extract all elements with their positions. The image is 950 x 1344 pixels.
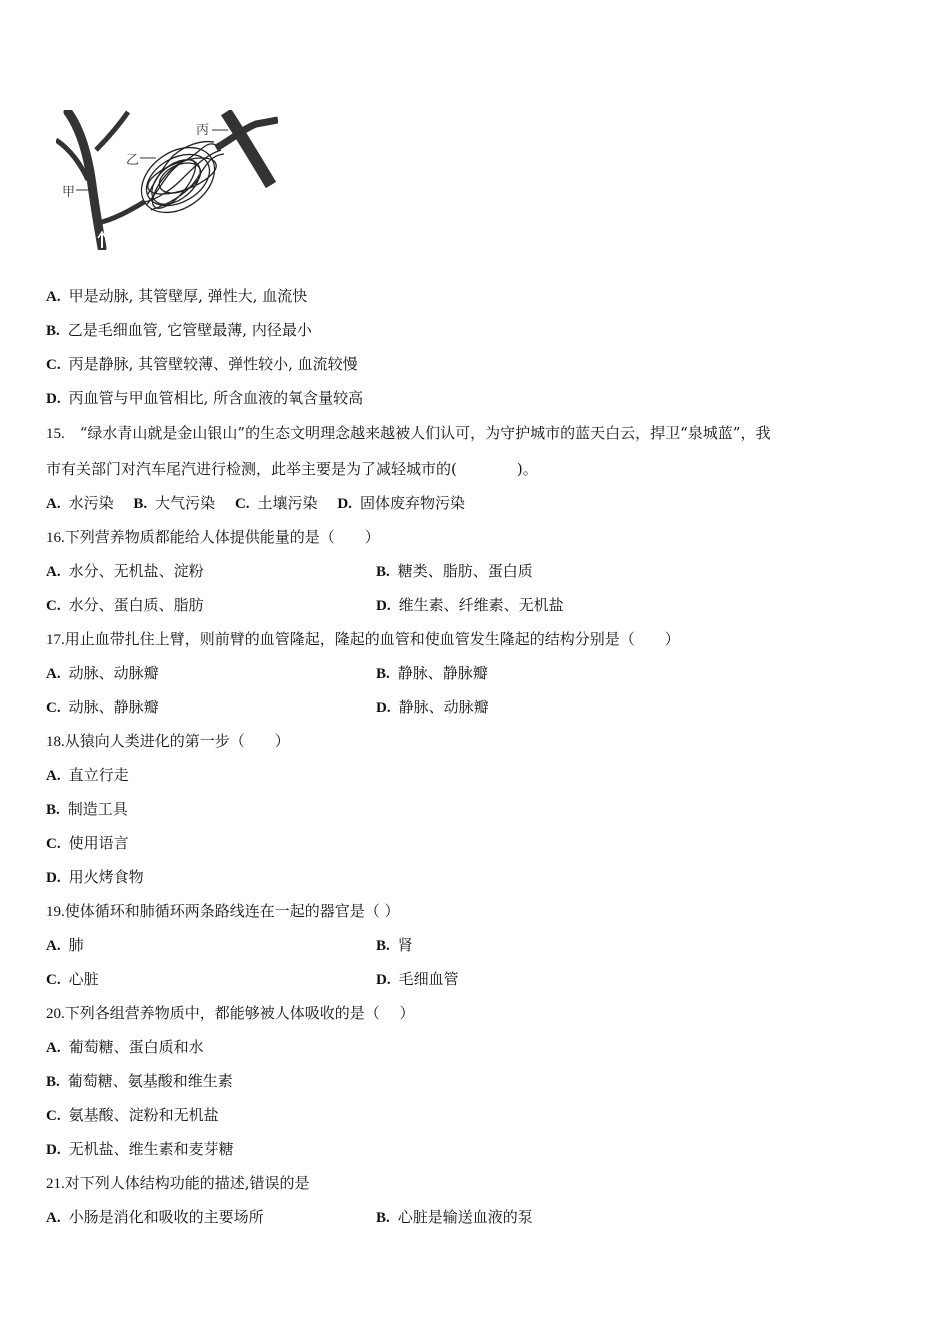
label-yi: 乙 — [126, 153, 140, 168]
q16-option-d: D. 维生素、纤维素、无机盐 — [376, 596, 564, 614]
q16-option-b: B. 糖类、脂肪、蛋白质 — [376, 562, 533, 580]
q20-stem: 20.下列各组营养物质中，都能够被人体吸收的是（ ） — [46, 1004, 415, 1022]
q21-stem: 21.对下列人体结构功能的描述,错误的是 — [46, 1174, 310, 1192]
label-jia: 甲 — [62, 185, 76, 200]
q18-option-a: A. 直立行走 — [46, 766, 129, 784]
q18-option-d: D. 用火烤食物 — [46, 868, 144, 886]
q21-option-a: A. 小肠是消化和吸收的主要场所 — [46, 1208, 264, 1226]
q16-option-c: C. 水分、蛋白质、脂肪 — [46, 596, 204, 614]
q20-option-b: B. 葡萄糖、氨基酸和维生素 — [46, 1072, 233, 1090]
q18-option-c: C. 使用语言 — [46, 834, 129, 852]
blood-vessel-diagram — [56, 110, 278, 250]
q15-stem-line1: 15. “绿水青山就是金山银山”的生态文明理念越来越被人们认可，为守护城市的蓝天白云，捍卫“泉城蓝”，我 — [46, 424, 771, 442]
q19-option-b: B. 肾 — [376, 936, 413, 954]
q15-options: A. 水污染 B. 大气污染 C. 土壤污染 D. 固体废弃物污染 — [46, 494, 465, 512]
q17-stem: 17.用止血带扎住上臂，则前臂的血管隆起，隆起的血管和使血管发生隆起的结构分别是（ ） — [46, 630, 680, 648]
q19-option-d: D. 毛细血管 — [376, 970, 459, 988]
q14-option-d: D. 丙血管与甲血管相比, 所含血液的氧含量较高 — [46, 389, 364, 407]
q15-stem-line2: 市有关部门对汽车尾汽进行检测，此举主要是为了减轻城市的( )。 — [46, 460, 538, 478]
q20-option-d: D. 无机盐、维生素和麦芽糖 — [46, 1140, 234, 1158]
label-bing: 丙 — [196, 123, 210, 138]
q17-option-c: C. 动脉、静脉瓣 — [46, 698, 159, 716]
q17-option-a: A. 动脉、动脉瓣 — [46, 664, 159, 682]
q16-option-a: A. 水分、无机盐、淀粉 — [46, 562, 204, 580]
q18-option-b: B. 制造工具 — [46, 800, 128, 818]
q19-option-c: C. 心脏 — [46, 970, 99, 988]
q20-option-c: C. 氨基酸、淀粉和无机盐 — [46, 1106, 219, 1124]
q14-option-a: A. 甲是动脉, 其管壁厚, 弹性大, 血流快 — [46, 287, 308, 305]
q16-stem: 16.下列营养物质都能给人体提供能量的是（ ） — [46, 528, 380, 546]
q14-option-c: C. 丙是静脉, 其管壁较薄、弹性较小, 血流较慢 — [46, 355, 358, 373]
q19-option-a: A. 肺 — [46, 936, 84, 954]
q19-stem: 19.使体循环和肺循环两条路线连在一起的器官是（ ） — [46, 902, 400, 920]
q14-option-b: B. 乙是毛细血管, 它管壁最薄, 内径最小 — [46, 321, 312, 339]
q17-option-b: B. 静脉、静脉瓣 — [376, 664, 488, 682]
q18-stem: 18.从猿向人类进化的第一步（ ） — [46, 732, 290, 750]
q17-option-d: D. 静脉、动脉瓣 — [376, 698, 489, 716]
q21-option-b: B. 心脏是输送血液的泵 — [376, 1208, 533, 1226]
q20-option-a: A. 葡萄糖、蛋白质和水 — [46, 1038, 204, 1056]
